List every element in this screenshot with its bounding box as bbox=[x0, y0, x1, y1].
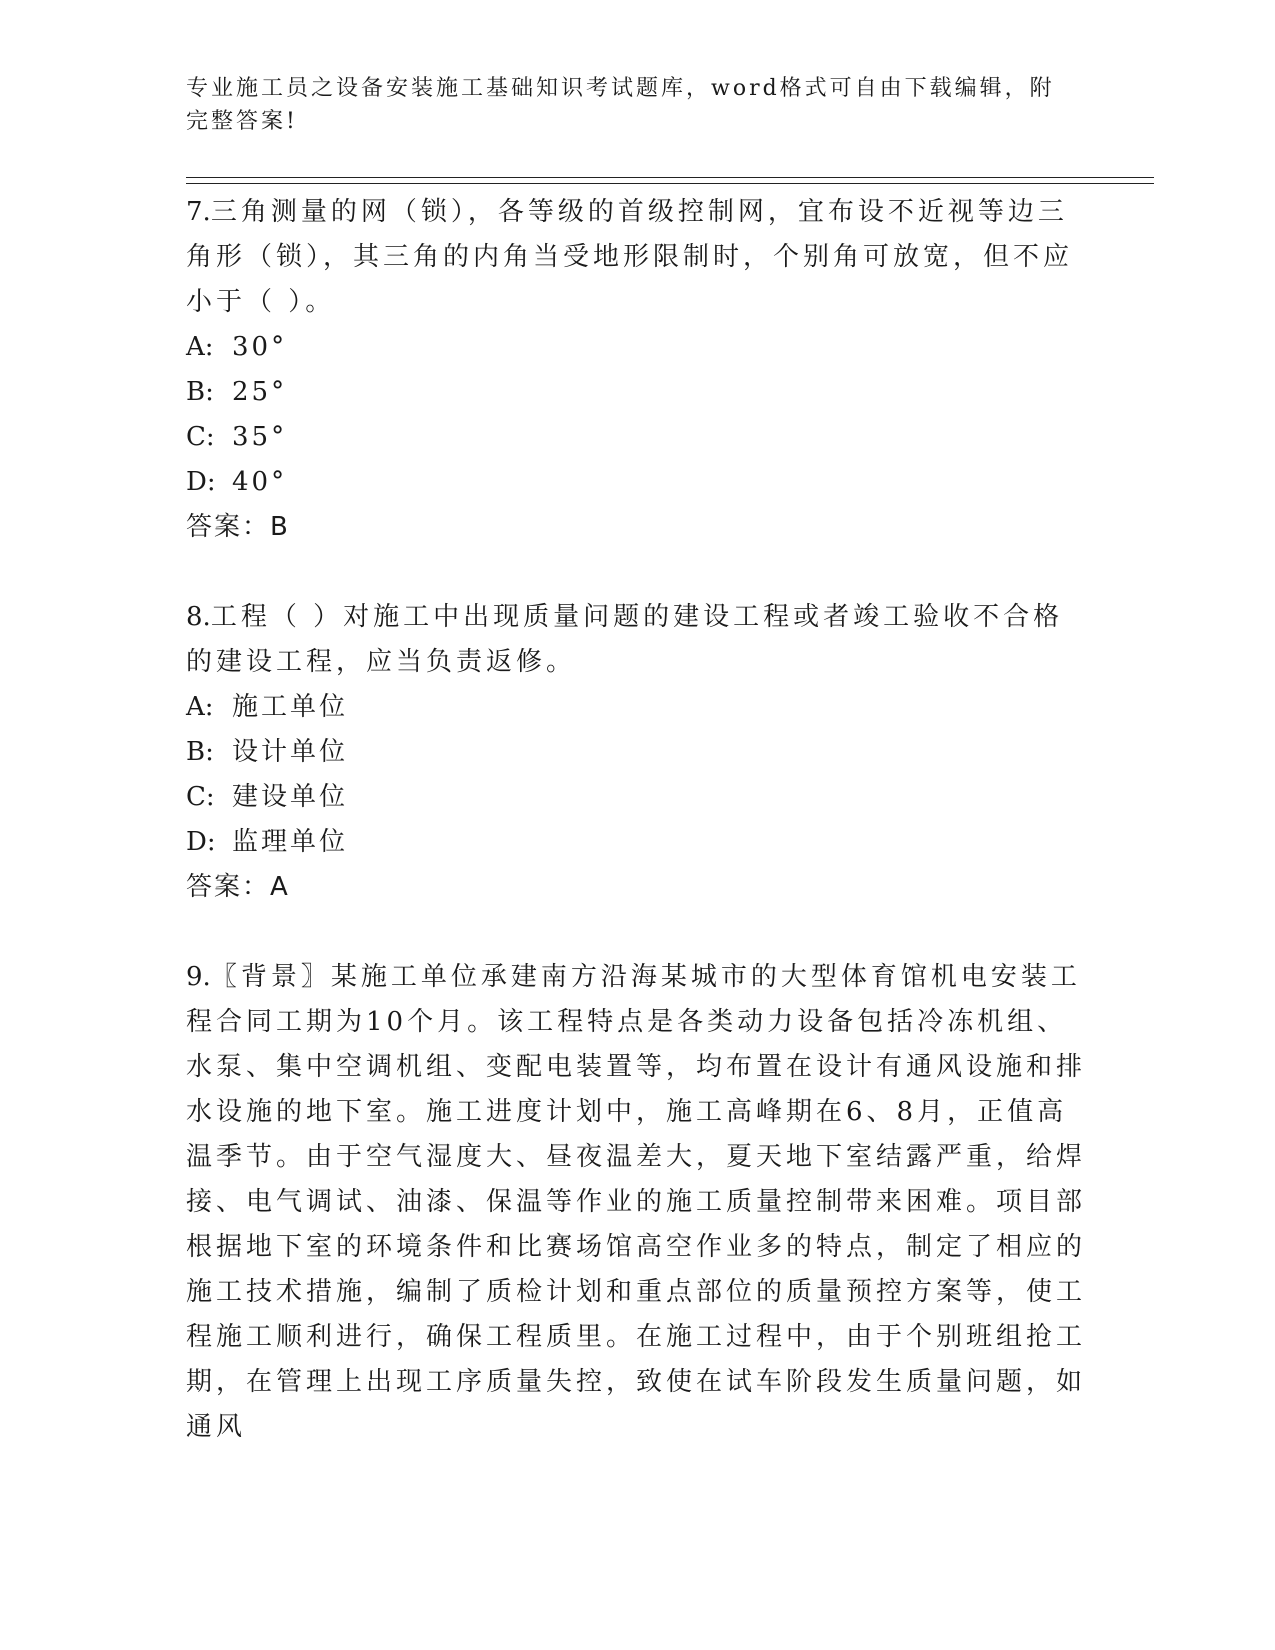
option-b bbox=[186, 730, 1086, 775]
question-9 bbox=[186, 955, 1086, 1450]
option-text: 建设单位 bbox=[232, 782, 349, 812]
option-letter: D: bbox=[186, 827, 216, 857]
option-c bbox=[186, 775, 1086, 820]
option-letter: B: bbox=[186, 737, 214, 767]
question-text: 〖背景〗某施工单位承建南方沿海某城市的大型体育馆机电安装工程合同工期为10个月。该工程特点是各类动力设备包括冷冻机组、水泵、集中空调机组、变配电装置等，均布置在设计有通风设施和排水设施的地下室。施工进度计划中，施工高峰期在6、8月，正值高温季节。由于空气湿度大、昼夜温差大，夏天地下室结露严重，给焊接、电气调试、油漆、保温等作业的施工质量控制带来困难。项目部根据地下室的环境条件和比赛场馆高空作业多的特点，制定了相应的施工技术措施，编制了质检计划和重点部位的质量预控方案等，使工程施工顺利进行，确保工程质里。在施工过程中，由于个别班组抢工期，在管理上出现工序质量失控，致使在试车阶段发生质量问题，如通风 bbox=[186, 962, 1087, 1442]
option-c bbox=[186, 415, 1086, 460]
question-text: 三角测量的网（锁），各等级的首级控制网，宜布设不近视等边三角形（锁），其三角的内角当受地形限制时，个别角可放宽，但不应小于（ ）。 bbox=[186, 197, 1074, 317]
option-letter: D: bbox=[186, 467, 216, 497]
document-header: 专业施工员之设备安装施工基础知识考试题库，word格式可自由下载编辑，附完整答案! bbox=[186, 76, 1055, 134]
question-number: 9. bbox=[186, 962, 211, 992]
option-d bbox=[186, 820, 1086, 865]
option-text: 25° bbox=[232, 377, 288, 407]
option-text: 35° bbox=[232, 422, 288, 452]
option-letter: B: bbox=[186, 377, 214, 407]
question-8 bbox=[186, 595, 1086, 910]
option-letter: C: bbox=[186, 422, 215, 452]
option-text: 30° bbox=[232, 332, 288, 362]
question-number: 8. bbox=[186, 602, 211, 632]
answer-line: 答案：B bbox=[186, 512, 290, 542]
option-a bbox=[186, 685, 1086, 730]
option-letter: A: bbox=[186, 332, 214, 362]
option-text: 施工单位 bbox=[232, 692, 349, 722]
option-a bbox=[186, 325, 1086, 370]
question-number: 7. bbox=[186, 197, 211, 227]
question-text: 工程（ ）对施工中出现质量问题的建设工程或者竣工验收不合格的建设工程，应当负责返修。 bbox=[186, 602, 1064, 677]
header-rule-thin bbox=[186, 183, 1154, 184]
option-d bbox=[186, 460, 1086, 505]
header-rule-thick bbox=[186, 177, 1154, 178]
option-letter: A: bbox=[186, 692, 214, 722]
option-b bbox=[186, 370, 1086, 415]
option-text: 监理单位 bbox=[232, 827, 349, 857]
option-letter: C: bbox=[186, 782, 215, 812]
question-list bbox=[186, 190, 1086, 1495]
option-text: 设计单位 bbox=[232, 737, 349, 767]
question-7 bbox=[186, 190, 1086, 550]
option-text: 40° bbox=[232, 467, 288, 497]
answer-line: 答案：A bbox=[186, 872, 290, 902]
